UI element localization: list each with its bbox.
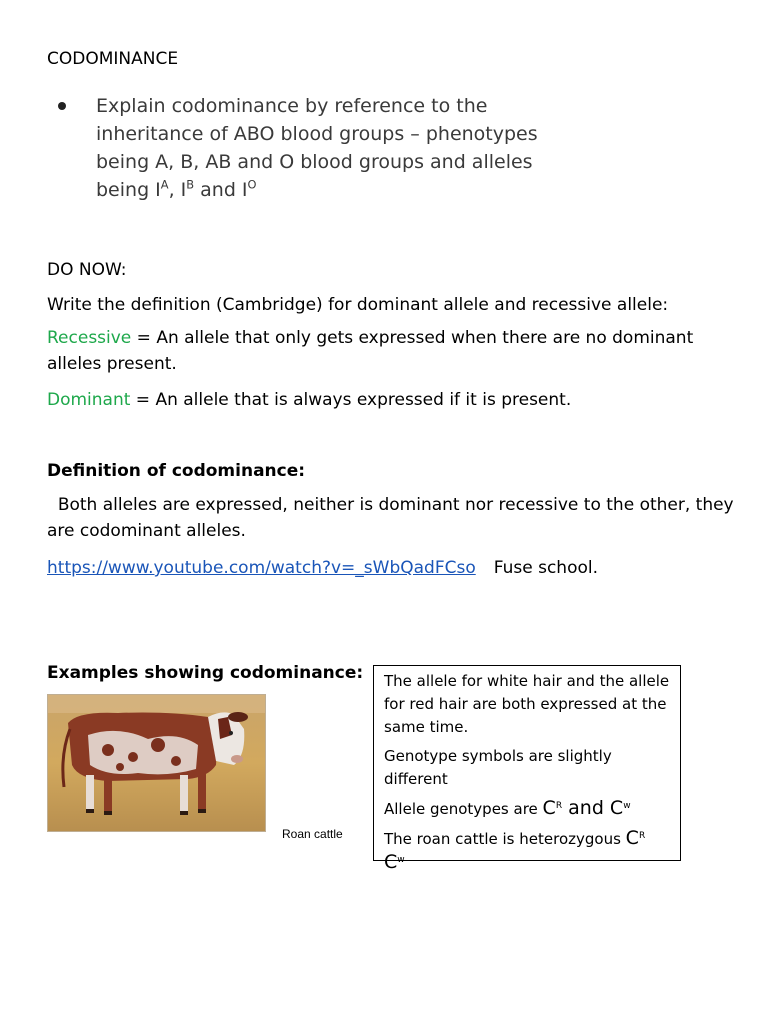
video-link[interactable]: https://www.youtube.com/watch?v=_sWbQadFCso — [47, 558, 476, 578]
instruction-text: Write the definition (Cambridge) for dominant allele and recessive allele: — [47, 295, 669, 315]
objective-text — [96, 92, 576, 204]
objective-line: being $I^A$, $I^B$ and $I^O$ — [96, 177, 257, 201]
info-paragraph: The allele for white hair and the allele for red hair are both expressed at the same time. — [384, 672, 670, 736]
roan-cattle-image — [47, 694, 266, 832]
objective-line: inheritance of ABO blood groups – phenotypes — [96, 123, 538, 145]
info-paragraph: Genotype symbols are slightly different — [384, 747, 612, 788]
dominant-definition: Dominant = An allele that is always expressed if it is present. — [47, 390, 572, 410]
video-row — [47, 555, 598, 581]
objective-line: being A, B, AB and O blood groups and alleles — [96, 151, 533, 173]
recessive-definition: Recessive = An allele that only gets expressed when there are no dominant alleles present. — [47, 328, 694, 374]
bullet-icon — [58, 102, 66, 110]
codominance-heading: Definition of codominance: — [47, 461, 306, 481]
heterozygous-genotype: The roan cattle is heterozygous $C^R$ $C^w$ — [384, 827, 646, 873]
image-caption: Roan cattle — [282, 827, 343, 841]
codominance-definition: Both alleles are expressed, neither is dominant nor recessive to the other, they are codominant alleles. — [47, 495, 740, 541]
allele-genotypes: Allele genotypes are $C^R$ and $C^w$ — [384, 797, 631, 819]
dominant-term: Dominant — [47, 390, 131, 410]
examples-heading: Examples showing codominance: — [47, 663, 364, 683]
page-title: CODOMINANCE — [47, 49, 179, 69]
do-now-label: DO NOW: — [47, 260, 127, 280]
video-source: Fuse school. — [493, 558, 598, 578]
objective-line: Explain codominance by reference to the — [96, 95, 488, 117]
recessive-term: Recessive — [47, 328, 132, 348]
info-box — [373, 665, 681, 873]
